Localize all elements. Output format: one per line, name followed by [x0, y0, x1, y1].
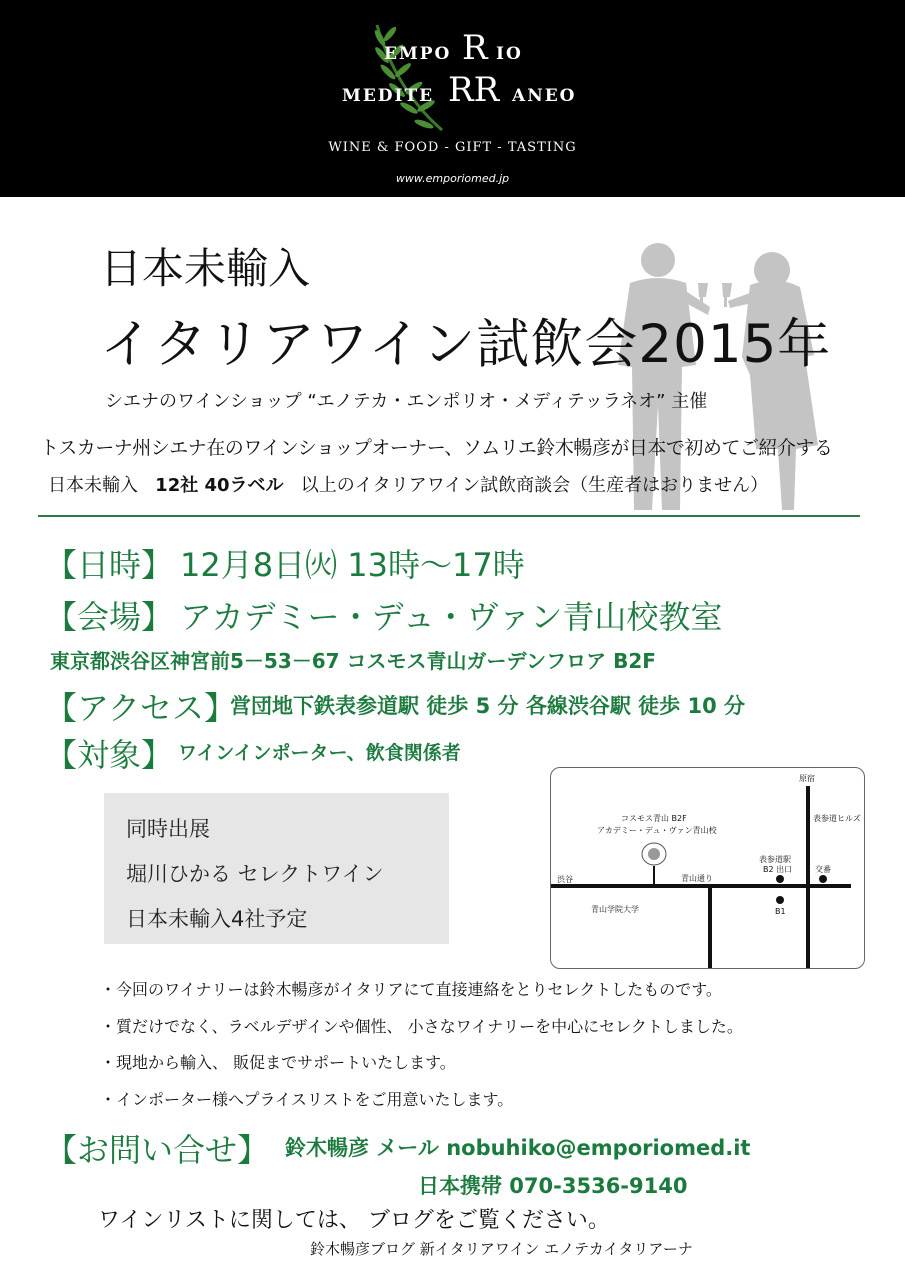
logo-text-emporio-right: IO	[496, 44, 523, 64]
contact-name-email[interactable]: 鈴木暢彦 メール nobuhiko@emporiomed.it	[285, 1136, 751, 1160]
intro-line-2	[48, 471, 768, 497]
omotesando-road	[806, 786, 810, 968]
co-exhibit-box	[104, 793, 449, 944]
intro-unimported: 日本未輸入	[48, 475, 138, 496]
koban-marker	[819, 875, 827, 883]
tagline: WINE & FOOD - GIFT - TASTING	[328, 140, 577, 155]
venue-value: アカデミー・デュ・ヴァン青山校教室	[180, 598, 723, 636]
co-exhibit-line-2: 堀川ひかる セレクトワイン	[126, 862, 384, 886]
divider	[38, 515, 860, 517]
title-line-1: 日本未輸入	[100, 244, 311, 293]
contact-label: 【お問い合せ】	[45, 1131, 270, 1169]
bullet-item: ・現地から輸入、 販促までサポートいたします。	[100, 1053, 456, 1072]
target-label: 【対象】	[45, 736, 174, 774]
bullet-item: ・今回のワイナリーは鈴木暢彦がイタリアにて直接連絡をとりセレクトしたものです。	[100, 980, 722, 999]
header-banner	[0, 0, 905, 197]
bullet-item: ・質だけでなく、ラベルデザインや個性、 小さなワイナリーを中心にセレクトしました。	[100, 1017, 743, 1036]
access-label: 【アクセス】	[45, 689, 237, 727]
date-value: 12月8日㈫ 13時〜17時	[180, 546, 525, 584]
blog-prompt: ワインリストに関しては、 ブログをご覧ください。	[98, 1208, 610, 1233]
target-value: ワインインポーター、飲食関係者	[178, 742, 461, 764]
co-exhibit-line-3: 日本未輸入4社予定	[126, 907, 308, 931]
building-pointer	[653, 866, 655, 884]
logo-mark-rr: RR	[448, 70, 500, 110]
intro-counts: 12社 40ラベル	[155, 475, 284, 496]
logo-mark-r: R	[462, 28, 488, 68]
logo-text-emporio-left: EMPO	[384, 44, 452, 64]
venue-label: 【会場】	[45, 598, 174, 636]
map-label-university: 青山学院大学	[591, 905, 639, 914]
school-logo-icon	[641, 842, 667, 866]
page-title: イタリアワイン試飲会2015年	[100, 314, 832, 375]
logo-text-mediterraneo-right: ANEO	[512, 86, 577, 106]
organizer-line: シエナのワインショップ “エノテカ・エンポリオ・メディテッラネオ” 主催	[105, 391, 708, 412]
website-link[interactable]: www.emporiomed.jp	[395, 172, 510, 185]
logo-text-mediterraneo-left: MEDITE	[342, 86, 435, 106]
map-label-omotesando-hills: 表参道ヒルズ	[813, 814, 861, 823]
bullet-item: ・インポーター様へプライスリストをご用意いたします。	[100, 1090, 514, 1109]
access-map	[550, 767, 865, 969]
map-label-building: コスモス青山 B2F	[621, 814, 687, 823]
intro-description: 以上のイタリアワイン試飲商談会（生産者はおりません）	[300, 475, 769, 496]
date-label: 【日時】	[45, 546, 174, 584]
contact-phone[interactable]: 日本携帯 070-3536-9140	[418, 1174, 688, 1198]
side-street-road	[708, 884, 712, 968]
map-label-exit: B2 出口	[763, 865, 793, 874]
olive-branch-icon	[362, 20, 452, 140]
exit-b2-marker	[776, 875, 784, 883]
blog-link[interactable]: 鈴木暢彦ブログ 新イタリアワイン エノテカイタリアーナ	[310, 1240, 693, 1258]
venue-address: 東京都渋谷区神宮前5－53－67 コスモス青山ガーデンフロア B2F	[50, 649, 656, 673]
map-label-shibuya: 渋谷	[557, 875, 573, 884]
access-value: 営団地下鉄表参道駅 徒歩 5 分 各線渋谷駅 徒歩 10 分	[230, 694, 746, 718]
map-label-station: 表参道駅	[759, 855, 791, 864]
co-exhibit-heading: 同時出展	[126, 817, 210, 841]
map-label-school: アカデミー・デュ・ヴァン青山校	[597, 826, 717, 835]
map-label-harajuku: 原宿	[799, 774, 815, 783]
map-label-koban: 交番	[815, 865, 831, 874]
map-label-b1: B1	[775, 907, 786, 916]
intro-line-1: トスカーナ州シエナ在のワインショップオーナー、ソムリエ鈴木暢彦が日本で初めてご紹介する	[40, 437, 833, 459]
exit-b1-marker	[776, 896, 784, 904]
map-label-aoyama-dori: 青山通り	[681, 874, 713, 883]
